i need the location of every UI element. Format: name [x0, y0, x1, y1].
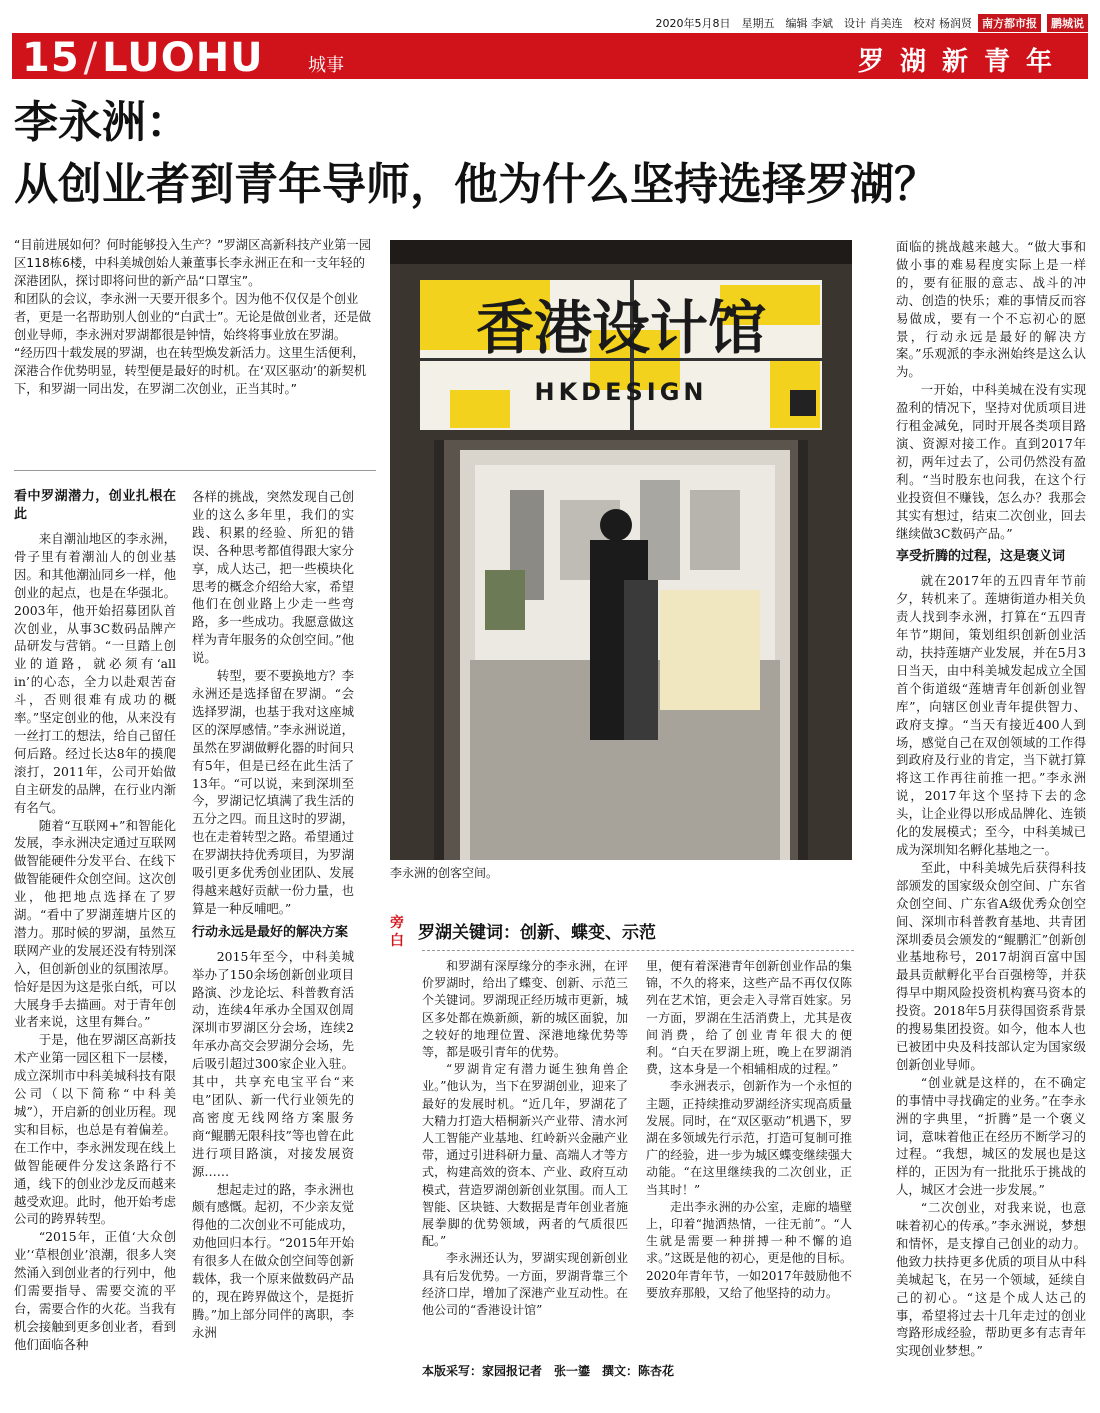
sidebar-tag: 旁白	[390, 915, 404, 949]
subheading-1: 看中罗湖潜力，创业扎根在此	[14, 489, 176, 522]
col2-p2: 转型，要不要换地方？李永洲还是选择留在罗湖。“会选择罗湖，也基于我对这座城区的深厚感情。”李永洲说道，虽然在罗湖做孵化器的时间只有5年，但是已经在此生活了13年。“可以说，来到深圳至今，罗湖记忆填满了我生活的五分之四。而且这时的罗湖，也在走着转型之路。希望通过在罗湖扶持优秀项目，为罗湖吸引更多优秀创业团队、发展得越来越好贡献一份力量，也算是一种反哺吧。”	[192, 668, 354, 916]
column-1	[14, 488, 176, 1354]
lead-p1: “目前进展如何？何时能够投入生产？”罗湖区高新科技产业第一园区118栋6楼，中科美城创始人兼董事长李永洲正在和一支年轻的深港团队，探讨即将问世的新产品“口罩宝”。	[14, 238, 372, 288]
slash-divider: /	[83, 35, 99, 81]
sidebar-column-b	[646, 958, 852, 1302]
sign-chinese: 香港设计馆	[475, 294, 767, 362]
col2-p1: 各样的挑战，突然发现自己创业的这么多年里，我们的实践、积累的经验、所犯的错误、各种思考都值得跟大家分享，成人达己，把一些模块化思考的概念介绍给大家，希望他们在创业路上少走一些弯路，多一些成功。我愿意做这样为青年服务的众创空间。”他说。	[192, 489, 354, 666]
sidebar-title: 罗湖关键词：创新、蝶变、示范	[418, 923, 656, 943]
sidebar-b3: 走出李永洲的办公室，走廊的墙壁上，印着“抛洒热情，一往无前”。“人生就是需要一种拼搏一种不懈的追求。”这既是他的初心，更是他的目标。2020年青年节，一如2017年鼓励他不要放弃那般，又给了他坚持的动力。	[646, 1199, 852, 1300]
col4-p2: 一开始，中科美城在没有实现盈利的情况下，坚持对优质项目进行租金减免，同时开展各类项目路演、资源对接工作。直到2017年初，两年过去了，公司仍然没有盈利。“当时股东也问我，在这个行业投资但不赚钱，怎么办？我那会其实有想过，结束二次创业，回去继续做3C数码产品。”	[896, 382, 1086, 541]
col4-p3: 就在2017年的五四青年节前夕，转机来了。莲塘街道办相关负责人找到李永洲，打算在“五四青年节”期间，策划组织创新创业活动，扶持莲塘产业发展，并在5月3日当天，由中科美城发起成立全国首个街道级“莲塘青年创新创业智库”，向辖区创业青年提供智力、政府支撑。“当天有接近400人到场，感觉自己在双创领域的工作得到政府及行业的肯定，当下就打算将这工作再往前推一把。”李永洲说，2017年这个坚持下去的念头，让企业得以形成品牌化、连锁化的发展模式；至今，中科美城已成为深圳知名孵化基地之一。	[896, 573, 1086, 857]
lead-p2: 和团队的会议，李永洲一天要开很多个。因为他不仅仅是个创业者，更是一名帮助别人创业的“白武士”。无论是做创业者，还是做创业导师，李永洲对罗湖都很是钟情，始终将事业放在罗湖。	[14, 292, 372, 342]
page-name: LUOHU	[102, 35, 264, 81]
col4-p6: “二次创业，对我来说，也意味着初心的传承。”李永洲说，梦想和情怀，是支撑自己创业的动力。他致力扶持更多优质的项目从中科美城起飞，在另一个领域，延续自己的初心。“这是个成人达己的事，希望将过去十几年走过的创业弯路形成经验，帮助更多有志青年实现创业梦想。”	[896, 1200, 1086, 1359]
headline	[14, 92, 1090, 216]
byline-credit: 本版采写：家园报记者 张一鎏 撰文：陈杏花	[422, 1364, 675, 1378]
page-banner	[12, 33, 1088, 79]
col4-p1: 面临的挑战越来越大。“做大事和做小事的难易程度实际上是一样的，要有征服的意志、战斗的冲动、创造的快乐；难的事情反而容易做成，要有一个不忘初心的愿景，行动永远是最好的解决方案。”乐观派的李永洲始终是这么认为。	[896, 239, 1086, 380]
lead-p3: “经历四十载发展的罗湖，也在转型焕发新活力。这里生活便利，深港合作优势明显，转型便是最好的时机。在‘双区驱动’的新契机下，和罗湖一同出发，在罗湖二次创业，正当其时。”	[14, 346, 367, 396]
sidebar-column-a	[422, 958, 628, 1319]
app-logo: 鹏城说	[1047, 14, 1088, 32]
col1-p4: “2015年，正值‘大众创业’‘草根创业’浪潮，很多人突然涌入到创业者的行列中，他们需要指导、需要交流的平台，需要合作的火花。当我有机会接触到更多创业者，看到他们面临各种	[14, 1229, 176, 1352]
dateline: 2020年5月8日 星期五 编辑 李斌 设计 肖美连 校对 杨润贤	[655, 17, 972, 30]
dateline-bar	[634, 14, 1088, 32]
sidebar-a1: 和罗湖有深厚缘分的李永洲，在评价罗湖时，给出了蝶变、创新、示范三个关键词。罗湖现正经历城市更新，城区多处都在焕新颜，新的城区面貌，加之较好的地理位置、深港地缘优势等等，都是吸引青年的优势。	[422, 959, 628, 1060]
section-name: 城事	[308, 55, 344, 76]
sidebar-b1: 里，便有着深港青年创新创业作品的集锦，不久的将来，这些产品不再仅仅陈列在艺术馆，更会走入寻常百姓家。另一方面，罗湖在生活消费上，尤其是夜间消费，给了创业青年很大的便利。“白天在罗湖上班，晚上在罗湖消费，这本身是一个相辅相成的过程。”	[646, 959, 852, 1077]
headline-line-1: 李永洲：	[14, 97, 190, 148]
headline-line-2: 从创业者到青年导师，他为什么坚持选择罗湖？	[14, 159, 938, 210]
col1-p2: 随着“互联网+”和智能化发展，李永洲决定通过互联网做智能硬件分发平台、在线下做智能硬件众创空间。这次创业，他把地点选择在了罗湖。“看中了罗湖莲塘片区的潜力。那时候的罗湖，虽然互联网产业的发展还没有特别深入，但创新创业的氛围浓厚。恰好是因为这是张白纸，可以大展身手去描画。对于青年创业者来说，这里有舞台。”	[14, 817, 176, 1030]
col2-p4: 想起走过的路，李永洲也颇有感慨。起初，不少亲友觉得他的二次创业不可能成功，劝他回归本行。“2015年开始有很多人在做众创空间等创新载体，我一个原来做数码产品的，现在跨界做这个，是挺折腾。”加上部分同伴的离职，李永洲	[192, 1181, 354, 1340]
column-4	[896, 238, 1086, 1360]
col4-p4: 至此，中科美城先后获得科技部颁发的国家级众创空间、广东省众创空间、广东省A级优秀众创空间、深圳市科普教育基地、共青团深圳委员会颁发的“鲲鹏汇”创新创业基地称号，2017胡润百富中国最具贡献孵化平台百强榜等，并获得早中期风险投资机构赛马资本的投资。2018年5月获得国资系背景的搜易集团投资。如今，他本人也已被团中央及科技部认定为国家级创新创业导师。	[896, 859, 1086, 1072]
column-name: 罗湖新青年	[857, 47, 1068, 77]
column-2	[192, 488, 354, 1342]
col4-p5: “创业就是这样的，在不确定的事情中寻找确定的业务。”在李永洲的字典里，“折腾”是一个褒义词，意味着他正在经历不断学习的过程。“我想，城区的发展也是这样的，正因为有一批批乐于挑战的人，城区才会进一步发展。”	[896, 1074, 1086, 1198]
page-number: 15	[22, 35, 80, 81]
sidebar-a3: 李永洲还认为，罗湖实现创新创业具有后发优势。一方面，罗湖背靠三个经济口岸，增加了深港产业互动性。在他公司的“香港设计馆”	[422, 1251, 628, 1318]
sidebar-a2: “罗湖肯定有潜力诞生独角兽企业。”他认为，当下在罗湖创业，迎来了最好的发展时机。“近几年，罗湖花了大精力打造大梧桐新兴产业带、清水河人工智能产业基地、红岭新兴金融产业带，通过引进科研力量、高端人才等方式，构建高效的资本、产业、政府互动模式，营造罗湖创新创业氛围。而人工智能、区块链、大数据是青年创业者施展拳脚的优势领域，两者的气质很匹配。”	[422, 1062, 628, 1249]
subheading-3: 享受折腾的过程，这是褒义词	[896, 549, 1066, 565]
col1-p3: 于是，他在罗湖区高新技术产业第一园区租下一层楼，成立深圳市中科美城科技有限公司（以下简称“中科美城”），开启新的创业历程。现实和目标，也总是有着偏差。在工作中，李永洲发现在线上做智能硬件分发这条路行不通，线下的创业沙龙反而越来越受欢迎。此时，他开始考虑公司的跨界转型。	[14, 1032, 176, 1227]
sign-english: HKDESIGN	[534, 378, 708, 406]
photo-caption: 李永洲的创客空间。	[390, 866, 499, 880]
photo-maker-space	[390, 240, 852, 860]
photo-illustration	[390, 240, 852, 860]
page-label	[22, 35, 264, 81]
sidebar-b2: 李永洲表示，创新作为一个永恒的主题，正持续推动罗湖经济实现高质量发展。同时，在“双区驱动”机遇下，罗湖在多领域先行示范，打造可复制可推广的经验，进一步为城区蝶变继续强大动能。“在这里继续我的二次创业，正当其时！”	[646, 1079, 852, 1197]
subheading-2: 行动永远是最好的解决方案	[192, 924, 349, 940]
paper-logo: 南方都市报	[978, 14, 1041, 32]
col1-p1: 来自潮汕地区的李永洲，骨子里有着潮汕人的创业基因。和其他潮汕同乡一样，他创业的起点，也是在华强北。2003年，他开始招募团队首次创业，从事3C数码品牌产品研发与营销。“一旦踏上创业的道路，就必须有‘all in’的心态，全力以赴艰苦奋斗，否则很难有成功的概率。”坚定创业的他，从来没有一丝打工的想法，给自己留任何后路。经过长达8年的摸爬滚打，2011年，公司开始做自主研发的品牌，在行业内渐有名气。	[14, 531, 176, 815]
lead-divider	[14, 470, 376, 471]
col2-p3: 2015年至今，中科美城举办了150余场创新创业项目路演、沙龙论坛、科普教育活动，连续4年承办全国双创周深圳市罗湖区分会场，连续2年承办高交会罗湖分会场，先后吸引超过300家企业入驻。其中，共享充电宝平台“来电”团队、新一代行业领先的高密度无线网络方案服务商“鲲鹏无限科技”等也曾在此进行项目路演，对接发展资源……	[192, 948, 354, 1179]
lead-paragraphs	[14, 236, 376, 398]
